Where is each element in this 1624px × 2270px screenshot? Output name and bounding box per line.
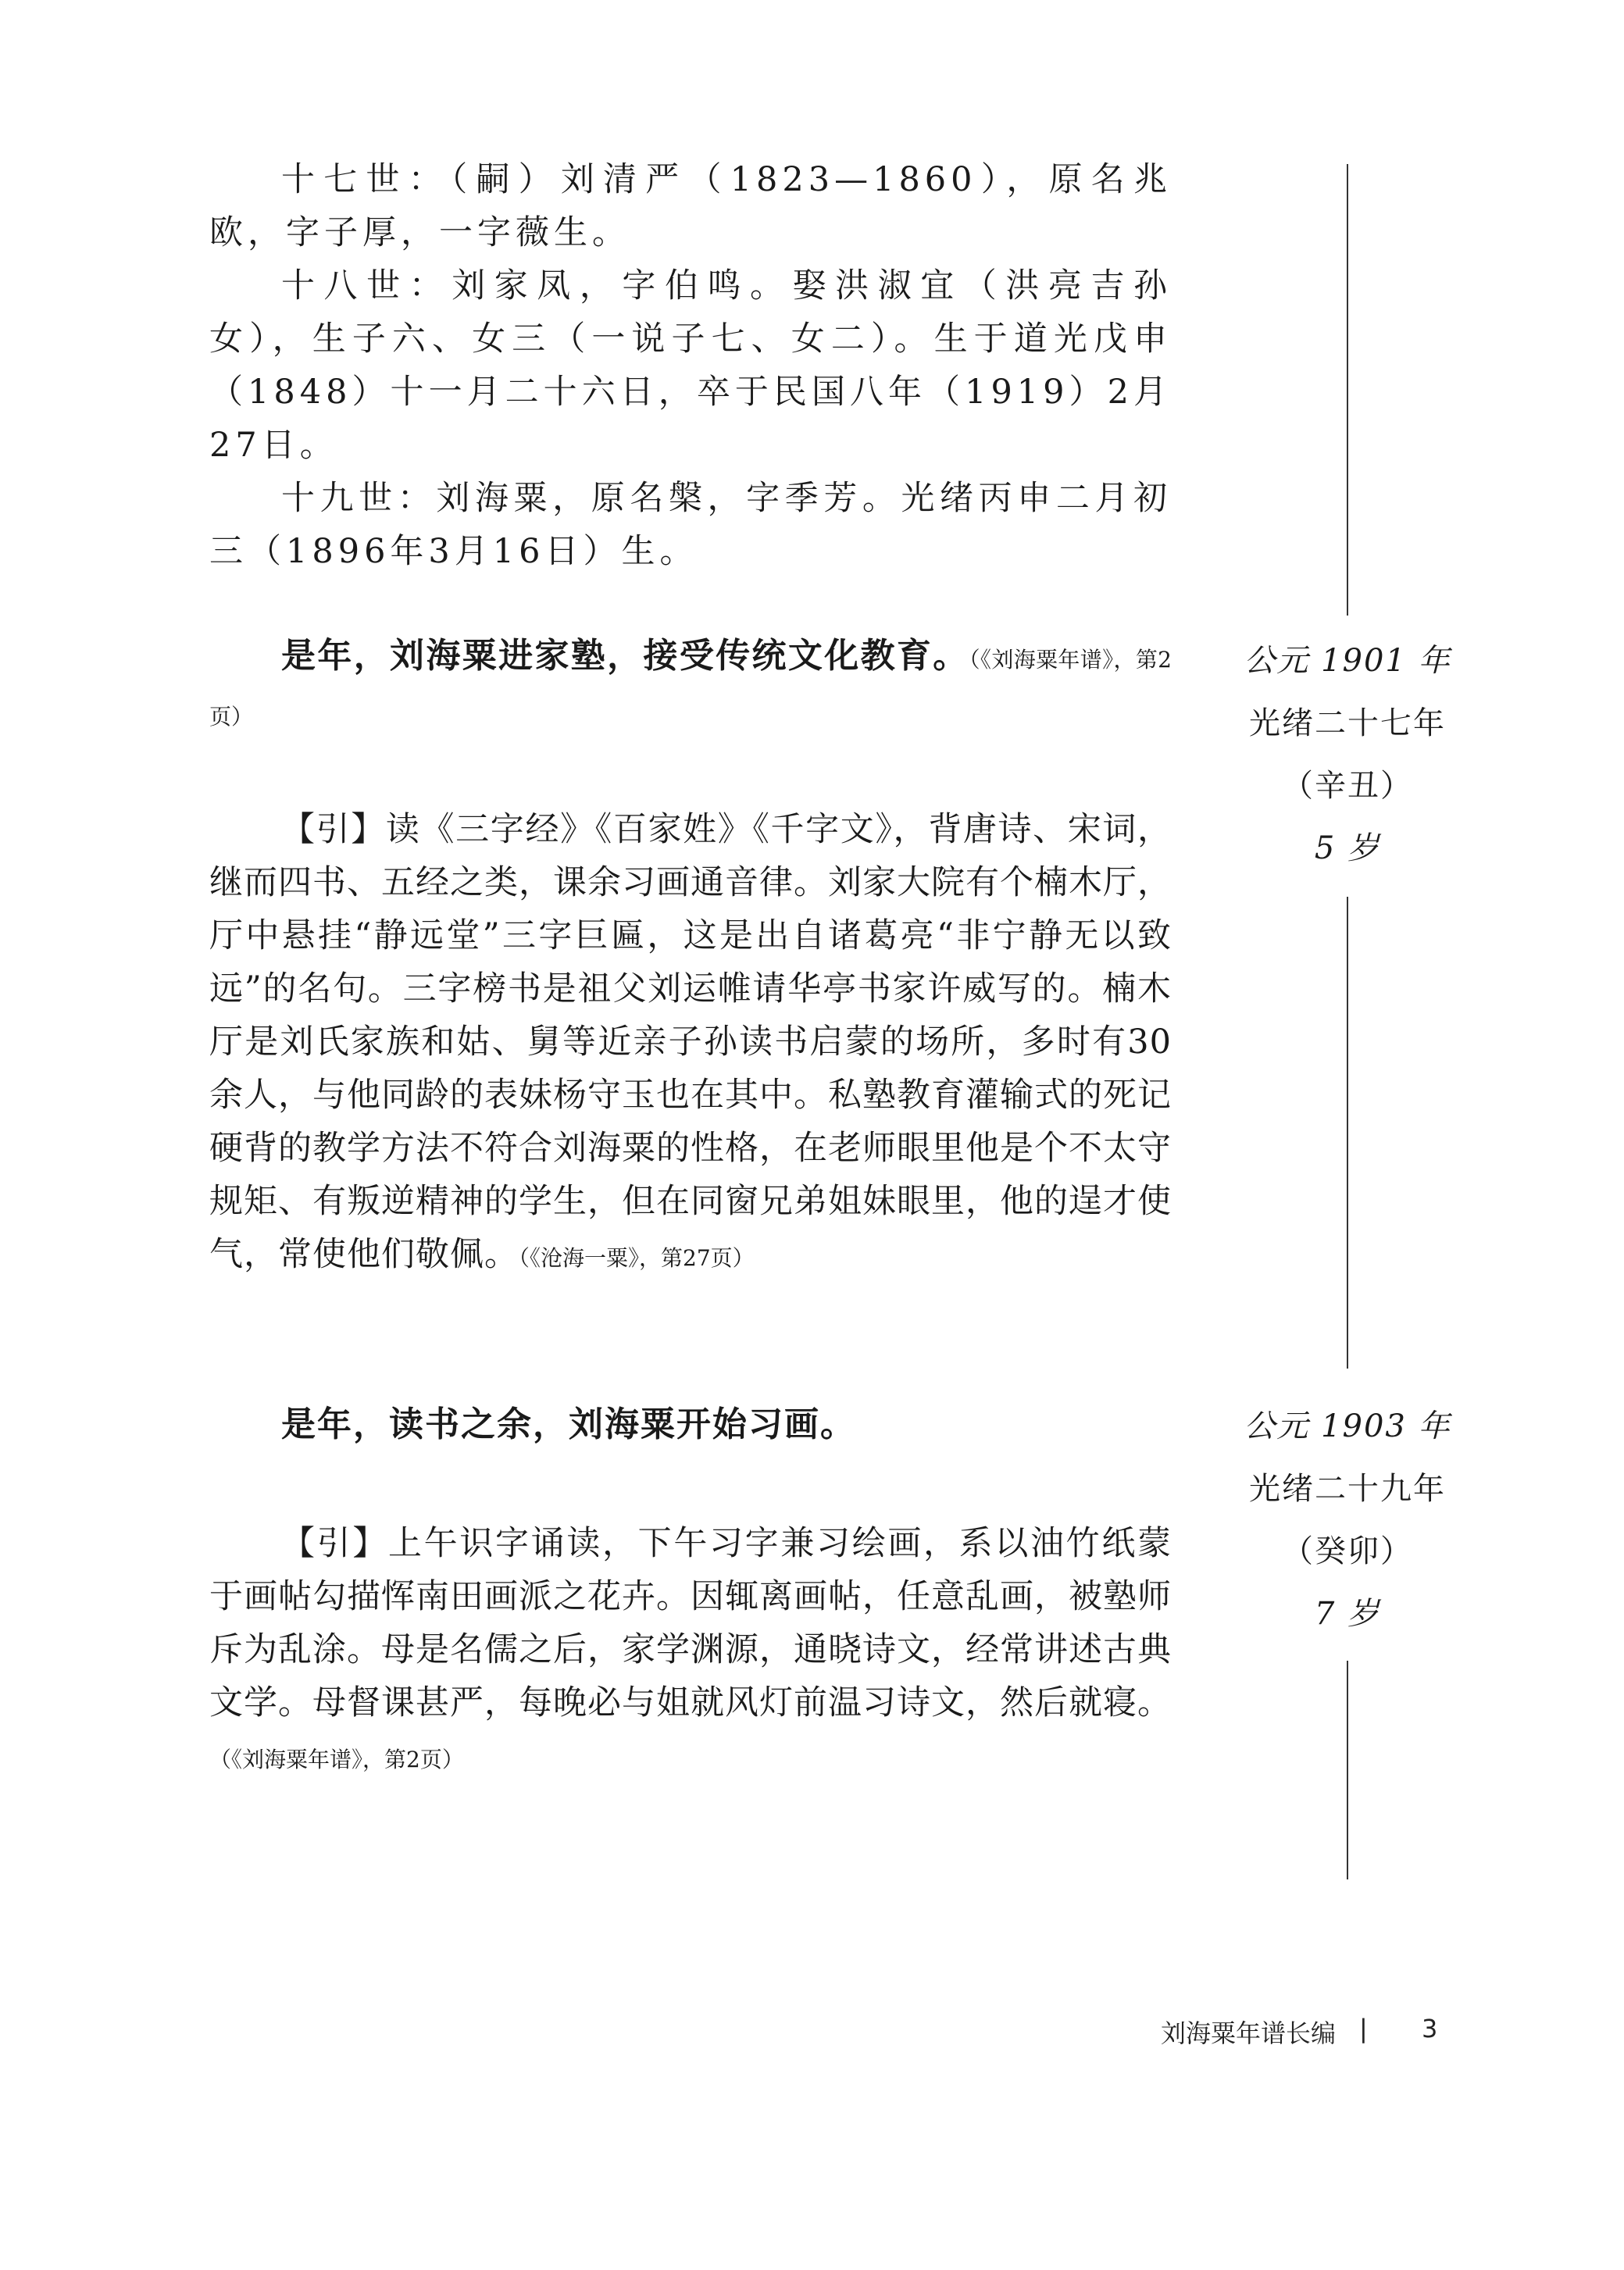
entry-1903-headline-block (209, 1398, 1172, 1455)
footer-book-title: 刘海粟年谱长编 (1161, 2018, 1337, 2048)
ganzhi-year: （辛丑） (1282, 768, 1413, 804)
headline-citation: （《刘海粟年谱》，第2页） (209, 647, 1172, 730)
entry-1901-quote-block (209, 803, 1172, 1285)
entry-quote: 【引】读《三字经》《百家姓》《千字文》，背唐诗、宋词，继而四书、五经之类，课余习画通音律。刘家大院有个楠木厅，厅中悬挂“静远堂”三字巨匾，这是出自诸葛亮“非宁静无以致远”的名句。三字榜书是祖父刘运帷请华亭书家许威写的。楠木厅是刘氏家族和姑、舅等近亲子孙读书启蒙的场所，多时有30余人，与他同龄的表妹杨守玉也在其中。私塾教育灌输式的死记硬背的教学方法不符合刘海粟的性格，在老师眼里他是个不太守规矩、有叛逆精神的学生，但在同窗兄弟姐妹眼里，他的逞才使气，常使他们敬佩。（《沧海一粟》，第27页） (209, 810, 1172, 1274)
genealogy-18: 十八世：刘家凤，字伯鸣。娶洪淑宜（洪亮吉孙女），生子六、女三（一说子七、女二）。生于道光戊申（1848）十一月二十六日，卒于民国八年（1919）2月27日。 (209, 266, 1172, 465)
genealogy-block (209, 153, 1172, 578)
ganzhi-year: （癸卯） (1282, 1533, 1413, 1569)
timeline-rule (1347, 164, 1348, 616)
entry-1903-quote-block (209, 1517, 1172, 1786)
gregorian-year: 公元 1901 年 (1244, 643, 1451, 679)
gregorian-year: 公元 1903 年 (1244, 1408, 1451, 1444)
quote-citation: （《沧海一粟》，第27页） (519, 1245, 755, 1271)
genealogy-19: 十九世：刘海粟，原名槃，字季芳。光绪丙申二月初三（1896年3月16日）生。 (209, 479, 1172, 571)
genealogy-17: 十七世：（嗣）刘清严（1823—1860），原名兆欧，字子厚，一字薇生。 (209, 160, 1172, 252)
footer-separator: | (1359, 2014, 1368, 2043)
page-number: 3 (1422, 2014, 1438, 2043)
reign-year: 光绪二十九年 (1249, 1471, 1446, 1507)
side-date-1903 (1219, 1395, 1476, 1645)
timeline-rule (1347, 1661, 1348, 1879)
age: 7 岁 (1314, 1596, 1381, 1632)
entry-headline: 是年，刘海粟进家塾，接受传统文化教育。（《刘海粟年谱》，第2页） (209, 636, 1172, 730)
timeline-rule (1347, 897, 1348, 1369)
entry-headline: 是年，读书之余，刘海粟开始习画。 (281, 1404, 856, 1444)
entry-quote: 【引】上午识字诵读，下午习字兼习绘画，系以油竹纸蒙于画帖勾描恽南田画派之花卉。因辄离画帖，任意乱画，被塾师斥为乱涂。母是名儒之后，家学渊源，通晓诗文，经常讲述古典文学。母督课甚严，每晚必与姐就风灯前温习诗文，然后就寝。（《刘海粟年谱》，第2页） (209, 1524, 1172, 1772)
side-date-1901 (1219, 630, 1476, 880)
quote-citation: （《刘海粟年谱》，第2页） (209, 1747, 464, 1772)
entry-1901-headline-block (209, 630, 1172, 744)
age: 5 岁 (1314, 830, 1381, 866)
reign-year: 光绪二十七年 (1249, 705, 1446, 741)
